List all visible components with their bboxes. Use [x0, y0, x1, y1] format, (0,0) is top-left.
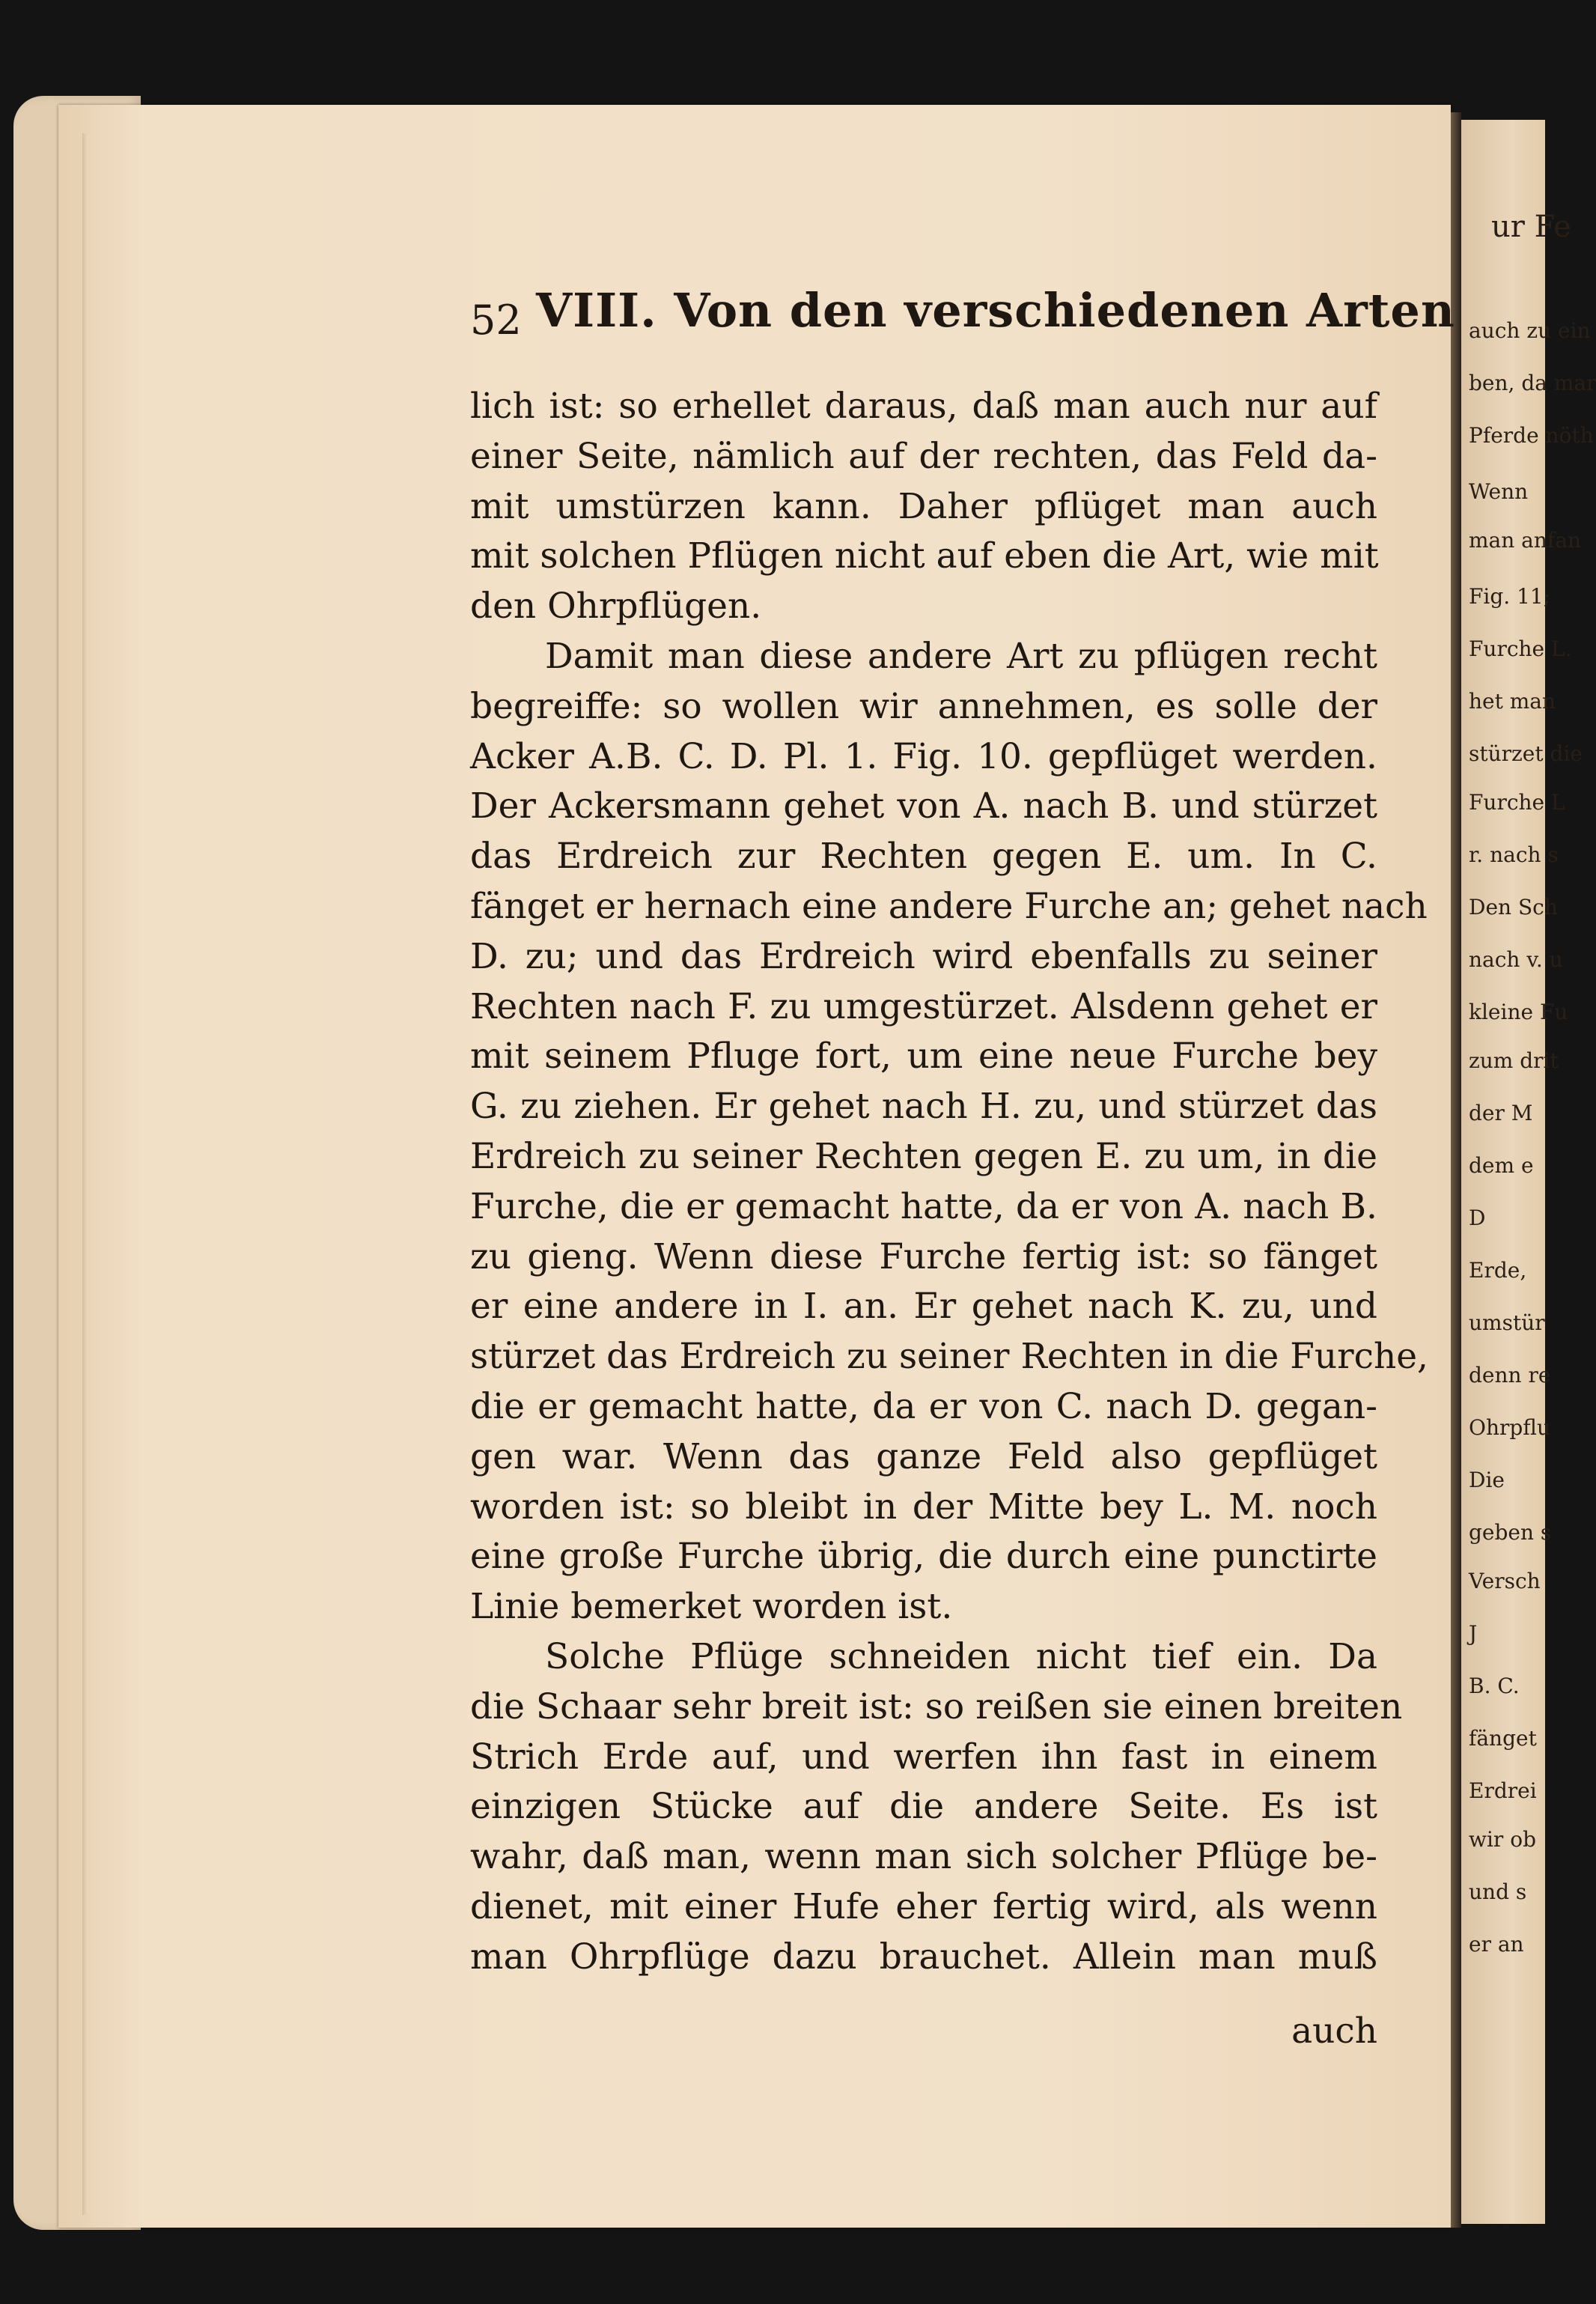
facing-page-text-fragment: wir ob — [1469, 1827, 1536, 1852]
text-line: die er gemacht hatte, da er von C. nach D. gegan- — [470, 1385, 1377, 1427]
text-line: Damit man diese andere Art zu pflügen recht — [545, 635, 1377, 677]
facing-page-text-fragment: nach v. u — [1469, 947, 1563, 972]
facing-page-text-fragment: und s — [1469, 1879, 1527, 1904]
text-line: Linie bemerket worden ist. — [470, 1586, 953, 1628]
facing-page-text-fragment: Erdrei — [1469, 1778, 1537, 1803]
text-line: die Schaar sehr breit ist: so reißen sie einen breiten — [470, 1686, 1403, 1727]
text-line: mit solchen Pflügen nicht auf eben die Art, wie mit — [470, 535, 1379, 577]
facing-page-text-fragment: B. C. — [1469, 1674, 1520, 1698]
text-line: Furche, die er gemacht hatte, da er von A. nach B. — [470, 1185, 1377, 1227]
running-title: VIII. Von den verschiedenen Arten — [536, 283, 1455, 338]
facing-page-text-fragment: denn re — [1469, 1363, 1551, 1387]
text-line: lich ist: so erhellet daraus, daß man auch nur auf — [470, 386, 1377, 427]
text-line: Erdreich zu seiner Rechten gegen E. zu um, in die — [470, 1135, 1377, 1177]
text-line: zu gieng. Wenn diese Furche fertig ist: so fänget — [470, 1235, 1377, 1277]
facing-page-text-fragment: Pferde nöth — [1469, 423, 1594, 448]
facing-page-text-fragment: Furche L. — [1469, 636, 1572, 661]
facing-page-text-fragment: r. nach s — [1469, 842, 1559, 867]
facing-page-text-fragment: ur Fe — [1491, 210, 1571, 244]
facing-page-text-fragment: der M — [1469, 1101, 1533, 1125]
facing-page-text-fragment: Furche L — [1469, 790, 1565, 815]
facing-page-text-fragment: stürzet die — [1469, 741, 1583, 766]
facing-page-text-fragment: Den Sch — [1469, 895, 1558, 920]
facing-page-text-fragment: er an — [1469, 1932, 1524, 1957]
facing-page-text-fragment: dem e — [1469, 1153, 1534, 1178]
facing-page-text-fragment: zum drit — [1469, 1048, 1559, 1073]
facing-page-text-fragment: ben, da mar — [1469, 371, 1596, 395]
text-line: Strich Erde auf, und werfen ihn fast in einem — [470, 1736, 1377, 1778]
text-line: begreiffe: so wollen wir annehmen, es solle der — [470, 685, 1377, 727]
text-line: gen war. Wenn das ganze Feld also gepflüget — [470, 1435, 1377, 1477]
facing-page-text-fragment: het man — [1469, 689, 1556, 714]
text-line: Rechten nach F. zu umgestürzet. Alsdenn gehet er — [470, 985, 1377, 1027]
text-line: das Erdreich zur Rechten gegen E. um. In C. — [470, 836, 1377, 878]
text-line: einzigen Stücke auf die andere Seite. Es ist — [470, 1786, 1377, 1828]
book-gutter — [1451, 112, 1461, 2228]
facing-page-text-fragment: auch zu ein — [1469, 318, 1591, 343]
text-line: mit umstürzen kann. Daher pflüget man auch — [470, 485, 1377, 527]
page-header — [470, 283, 1455, 344]
text-line: stürzet das Erdreich zu seiner Rechten in die Furche, — [470, 1336, 1428, 1378]
facing-page-fragment — [1461, 120, 1596, 2224]
page-number: 52 — [470, 297, 522, 344]
facing-page-text-fragment: umstür — [1469, 1310, 1545, 1335]
text-line: fänget er hernach eine andere Furche an; gehet nach — [470, 885, 1428, 927]
text-line: G. zu ziehen. Er gehet nach H. zu, und stürzet das — [470, 1086, 1377, 1128]
text-line: dienet, mit einer Hufe eher fertig wird, als wenn — [470, 1885, 1377, 1927]
text-line: worden ist: so bleibt in der Mitte bey L. M. noch — [470, 1486, 1377, 1528]
text-line: den Ohrpflügen. — [470, 586, 762, 627]
text-line: er eine andere in I. an. Er gehet nach K. zu, und — [470, 1286, 1377, 1328]
facing-page-text-fragment: fänget — [1469, 1726, 1537, 1751]
facing-page-text-fragment: man anfan — [1469, 528, 1581, 553]
facing-page-text-fragment: geben s — [1469, 1520, 1552, 1545]
text-line: Solche Pflüge schneiden nicht tief ein. Da — [545, 1635, 1377, 1677]
facing-page-text-fragment: Versch — [1469, 1569, 1541, 1593]
text-line: Der Ackersmann gehet von A. nach B. und stürzet — [470, 785, 1377, 827]
facing-page-text-fragment: Ohrpflu — [1469, 1415, 1551, 1440]
text-line: wahr, daß man, wenn man sich solcher Pflüge be- — [470, 1836, 1377, 1878]
facing-page-text-fragment: J — [1469, 1621, 1478, 1646]
text-line: Acker A.B. C. D. Pl. 1. Fig. 10. gepflüget werden. — [470, 735, 1377, 777]
text-line: D. zu; und das Erdreich wird ebenfalls zu seiner — [470, 935, 1377, 977]
catchword: auch — [1291, 2010, 1377, 2052]
text-line: mit seinem Pfluge fort, um eine neue Furche bey — [470, 1036, 1377, 1077]
facing-page-text-fragment: Die — [1469, 1468, 1505, 1492]
facing-page-text-fragment: Erde, — [1469, 1258, 1527, 1283]
page-edge-shadow — [82, 133, 87, 2215]
facing-page-text-fragment: Fig. 11; — [1469, 584, 1551, 609]
body-text — [470, 382, 1428, 2052]
facing-page-text-fragment: Wenn — [1469, 479, 1529, 504]
facing-page-text-fragment: D — [1469, 1206, 1486, 1230]
facing-page-text-fragment: kleine Fu — [1469, 1000, 1568, 1024]
text-line: einer Seite, nämlich auf der rechten, das Feld da- — [470, 435, 1377, 477]
text-line: man Ohrpflüge dazu brauchet. Allein man muß — [470, 1936, 1377, 1978]
text-line: eine große Furche übrig, die durch eine punctirte — [470, 1536, 1377, 1578]
